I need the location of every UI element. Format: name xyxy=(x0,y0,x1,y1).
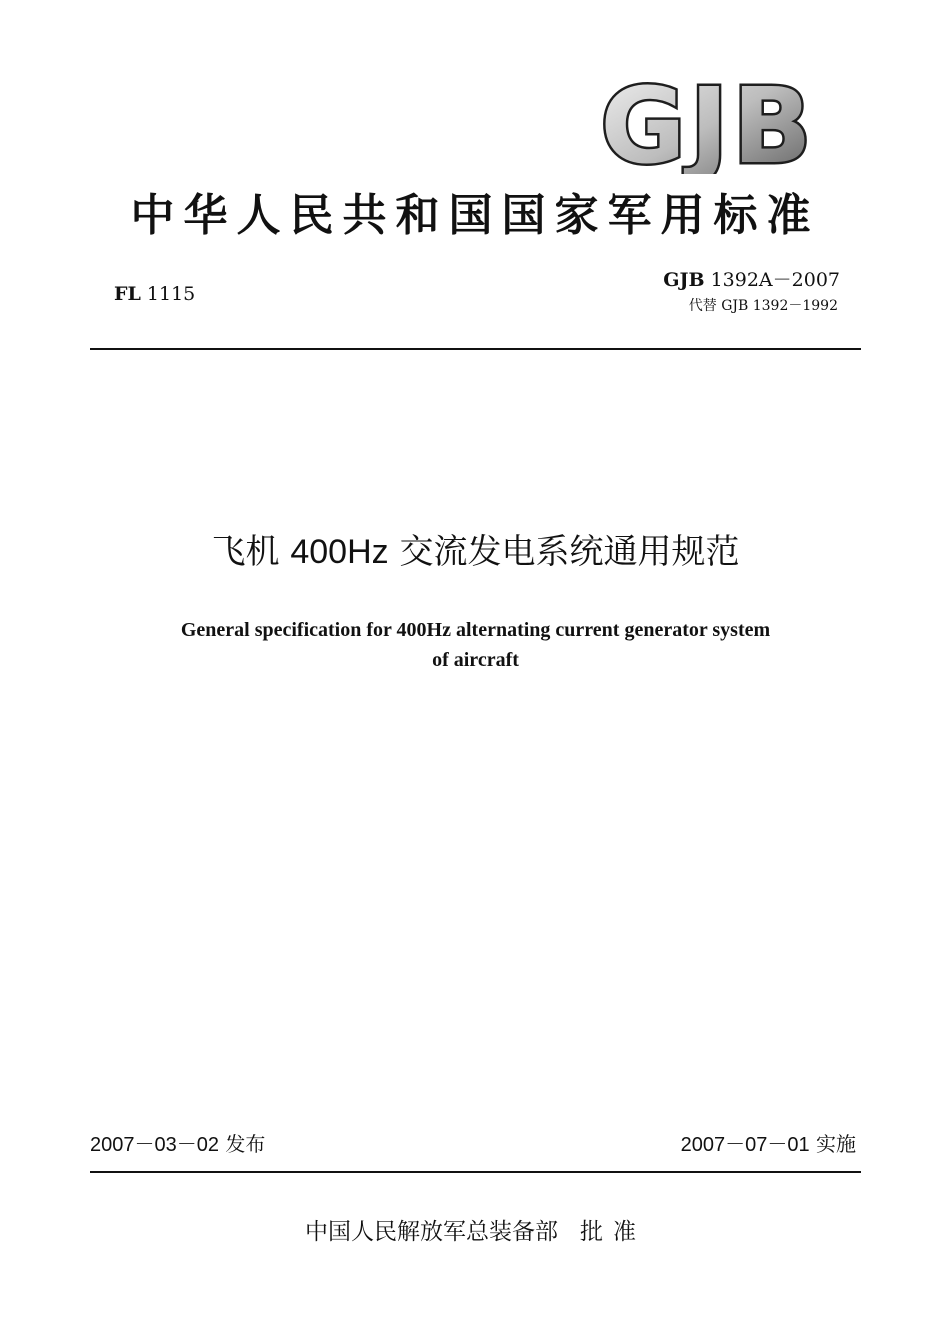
classification-prefix: FL xyxy=(114,283,141,305)
standard-number-value: 1392A－2007 xyxy=(710,269,840,291)
authority-name: 中国人民解放军总装备部 xyxy=(305,1219,558,1245)
gjb-logo xyxy=(584,74,832,174)
effective-date-label: 实施 xyxy=(816,1132,856,1156)
country-standard-title: 中华人民共和国国家军用标准 xyxy=(130,190,820,241)
title-en-line1: General specification for 400Hz alternating current generator system xyxy=(180,619,771,641)
replaces-standard: 代替 GJB 1392－1992 xyxy=(688,298,838,314)
title-cn-number: 400Hz xyxy=(290,533,389,571)
issue-date-value: 2007－03－02 xyxy=(90,1134,219,1156)
title-cn-part2: 交流发电系统通用规范 xyxy=(399,532,740,572)
issue-date xyxy=(90,1130,265,1159)
classification-code xyxy=(114,282,195,306)
approving-authority xyxy=(90,1216,861,1248)
effective-date-value: 2007－07－01 xyxy=(680,1134,810,1156)
issue-date-label: 发布 xyxy=(225,1132,266,1156)
gjb-logo-text: GJB xyxy=(600,74,816,174)
approval-label: 批准 xyxy=(580,1219,646,1245)
title-english xyxy=(90,615,861,675)
title-chinese xyxy=(90,528,861,576)
bottom-divider xyxy=(90,1171,861,1173)
title-cn-part1: 飞机 xyxy=(211,532,280,572)
top-divider xyxy=(90,348,861,350)
classification-number: 1115 xyxy=(146,283,196,305)
standard-number xyxy=(663,268,840,292)
gjb-logo-graphic xyxy=(584,74,832,174)
standard-prefix: GJB xyxy=(663,269,705,291)
effective-date xyxy=(681,1130,856,1159)
title-en-line2: of aircraft xyxy=(432,649,519,671)
